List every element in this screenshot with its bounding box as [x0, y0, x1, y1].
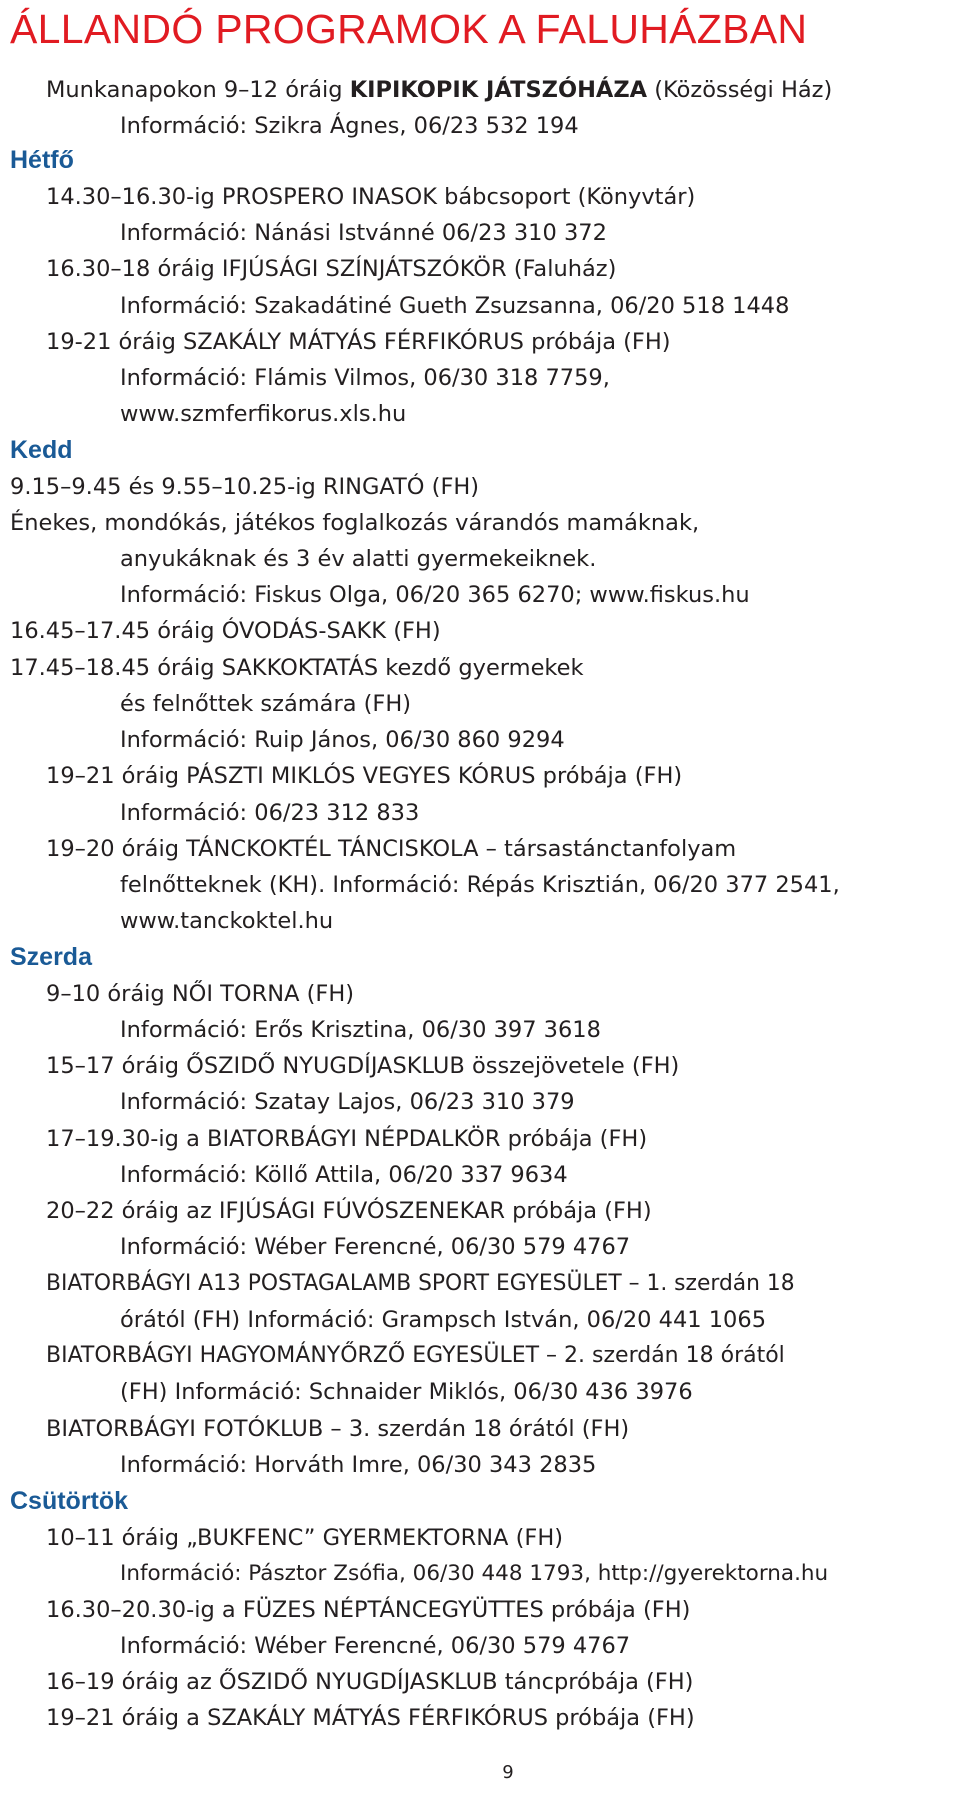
- program-line: BIATORBÁGYI FOTÓKLUB – 3. szerdán 18 órától (FH): [46, 1416, 630, 1442]
- program-line: 9.15–9.45 és 9.55–10.25-ig RINGATÓ (FH): [10, 474, 480, 500]
- info-line: Információ: Erős Krisztina, 06/30 397 3618: [120, 1017, 601, 1043]
- page-number: 9: [502, 1762, 514, 1783]
- day-heading-wednesday: Szerda: [10, 943, 92, 971]
- page-title: ÁLLANDÓ PROGRAMOK A FALUHÁZBAN: [10, 6, 808, 52]
- info-line: Információ: Nánási Istvánné 06/23 310 372: [120, 220, 607, 246]
- program-line: 19–21 óráig a SZAKÁLY MÁTYÁS FÉRFIKÓRUS próbája (FH): [46, 1705, 695, 1731]
- program-line: 9–10 óráig NŐI TORNA (FH): [46, 981, 355, 1007]
- info-line: Információ: Pásztor Zsófia, 06/30 448 1793, http://gyerektorna.hu: [120, 1561, 829, 1586]
- info-line: órától (FH) Információ: Grampsch István, 06/20 441 1065: [120, 1307, 767, 1333]
- info-line: Információ: Horváth Imre, 06/30 343 2835: [120, 1452, 597, 1478]
- program-line: 19-21 óráig SZAKÁLY MÁTYÁS FÉRFIKÓRUS próbája (FH): [46, 329, 671, 355]
- info-line: Információ: Flámis Vilmos, 06/30 318 7759,: [120, 365, 610, 391]
- program-line: 16.45–17.45 óráig ÓVODÁS-SAKK (FH): [10, 618, 441, 644]
- info-line: Információ: 06/23 312 833: [120, 800, 420, 826]
- program-line: 20–22 óráig az IFJÚSÁGI FÚVÓSZENEKAR próbája (FH): [46, 1198, 652, 1224]
- day-heading-monday: Hétfő: [10, 146, 74, 174]
- day-heading-tuesday: Kedd: [10, 436, 73, 464]
- program-line: 16–19 óráig az ŐSZIDŐ NYUGDÍJASKLUB táncpróbája (FH): [46, 1669, 694, 1695]
- program-line: 10–11 óráig „BUKFENC” GYERMEKTORNA (FH): [46, 1525, 564, 1551]
- program-line: 15–17 óráig ŐSZIDŐ NYUGDÍJASKLUB összejövetele (FH): [46, 1053, 680, 1079]
- day-heading-thursday: Csütörtök: [10, 1487, 129, 1515]
- program-line: 16.30–20.30-ig a FÜZES NÉPTÁNCEGYÜTTES próbája (FH): [46, 1597, 691, 1623]
- intro-info: Információ: Szikra Ágnes, 06/23 532 194: [120, 113, 579, 139]
- info-line: Információ: Wéber Ferencné, 06/30 579 4767: [120, 1234, 631, 1260]
- intro-program-name: KIPIKOPIK JÁTSZÓHÁZA: [349, 77, 648, 103]
- program-line: Énekes, mondókás, játékos foglalkozás várandós mamáknak,: [10, 510, 700, 536]
- info-line: felnőtteknek (KH). Információ: Répás Krisztián, 06/20 377 2541,: [120, 872, 840, 898]
- info-line: anyukáknak és 3 év alatti gyermekeiknek.: [120, 546, 597, 572]
- program-line: 19–21 óráig PÁSZTI MIKLÓS VEGYES KÓRUS próbája (FH): [46, 763, 683, 789]
- intro-location: (Közösségi Ház): [647, 77, 833, 103]
- info-line: és felnőttek számára (FH): [120, 691, 412, 717]
- program-line: 14.30–16.30-ig PROSPERO INASOK bábcsoport (Könyvtár): [46, 184, 696, 210]
- info-line: Információ: Wéber Ferencné, 06/30 579 4767: [120, 1633, 631, 1659]
- info-line: Információ: Szatay Lajos, 06/23 310 379: [120, 1089, 575, 1115]
- info-line: www.tanckoktel.hu: [120, 908, 334, 934]
- program-line: BIATORBÁGYI A13 POSTAGALAMB SPORT EGYESÜLET – 1. szerdán 18: [46, 1271, 795, 1296]
- info-line: Információ: Szakadátiné Gueth Zsuzsanna, 06/20 518 1448: [120, 293, 790, 319]
- program-line: 17.45–18.45 óráig SAKKOKTATÁS kezdő gyermekek: [10, 655, 584, 681]
- info-line: www.szmferfikorus.xls.hu: [120, 401, 407, 427]
- program-line: 17–19.30-ig a BIATORBÁGYI NÉPDALKÖR próbája (FH): [46, 1126, 648, 1152]
- program-line: 16.30–18 óráig IFJÚSÁGI SZÍNJÁTSZÓKÖR (Faluház): [46, 256, 617, 282]
- program-line: 19–20 óráig TÁNCKOKTÉL TÁNCISKOLA – társastánctanfolyam: [46, 836, 737, 862]
- program-line: BIATORBÁGYI HAGYOMÁNYŐRZŐ EGYESÜLET – 2. szerdán 18 órától: [46, 1343, 785, 1368]
- info-line: (FH) Információ: Schnaider Miklós, 06/30 436 3976: [120, 1379, 693, 1405]
- info-line: Információ: Köllő Attila, 06/20 337 9634: [120, 1162, 568, 1188]
- info-line: Információ: Ruip János, 06/30 860 9294: [120, 727, 565, 753]
- intro-line: [46, 74, 832, 106]
- info-line: Információ: Fiskus Olga, 06/20 365 6270; www.fiskus.hu: [120, 582, 750, 608]
- intro-text: Munkanapokon 9–12 óráig: [46, 77, 350, 103]
